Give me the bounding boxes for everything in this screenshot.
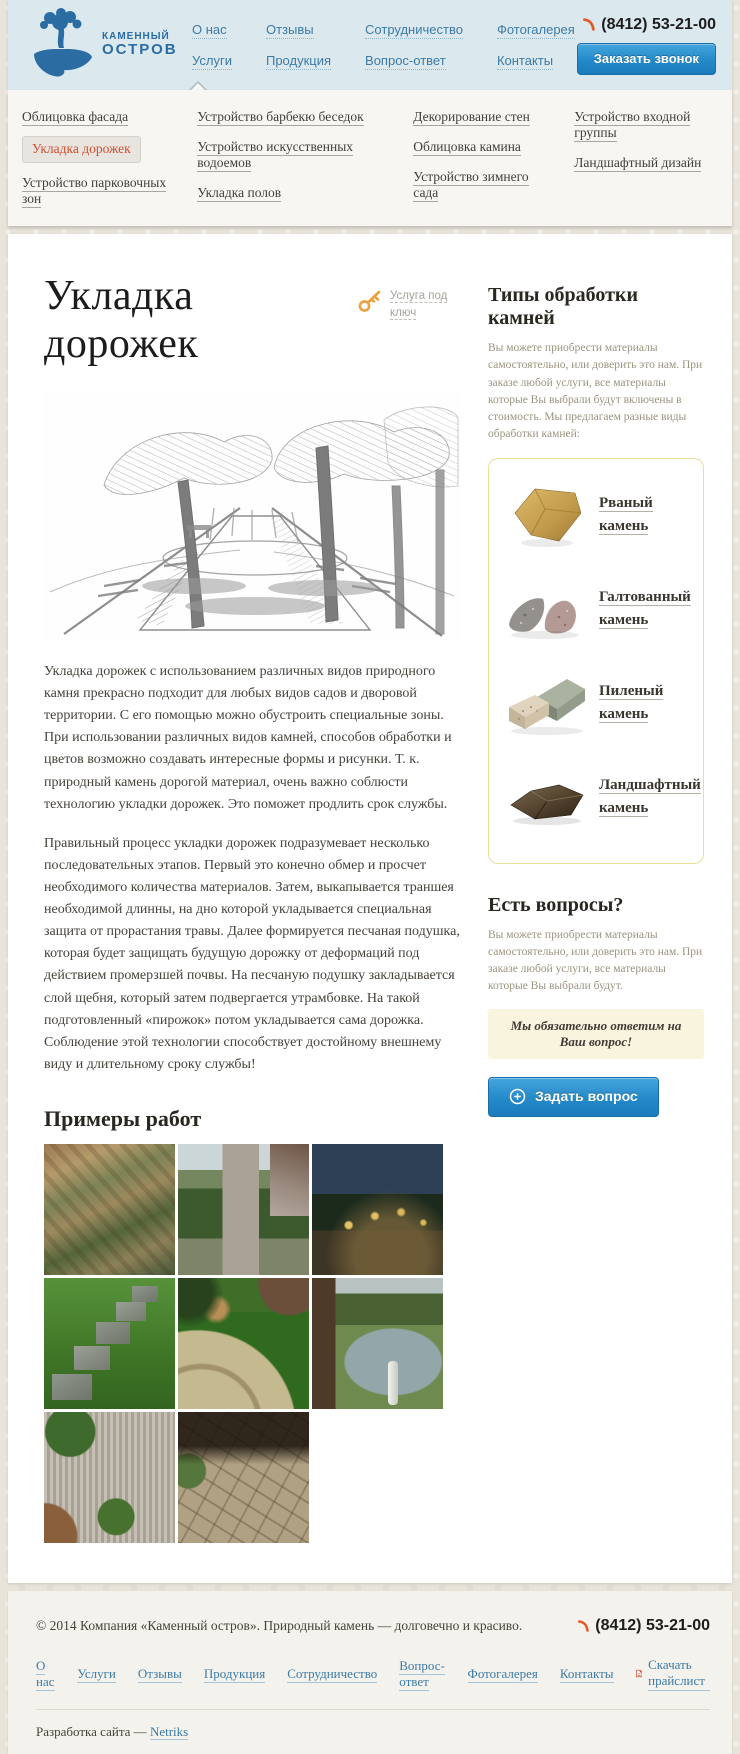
submenu-path-laying-active[interactable]: Укладка дорожек bbox=[22, 136, 141, 163]
gallery-photo-curved-path[interactable] bbox=[178, 1278, 309, 1409]
footer-nav-photogallery[interactable]: Фотогалерея bbox=[467, 1665, 538, 1681]
submenu-entrance-group[interactable]: Устройство входной группы bbox=[574, 109, 691, 140]
site-footer bbox=[8, 1591, 732, 1754]
logo-text bbox=[102, 32, 178, 58]
stones-title: Типы обработки камней bbox=[488, 284, 638, 329]
rvany-stone-image bbox=[501, 479, 593, 551]
sidebar bbox=[488, 272, 704, 1543]
nav-contacts[interactable]: Контакты bbox=[496, 53, 554, 68]
submenu-bbq-gazebos[interactable]: Устройство барбекю беседок bbox=[197, 109, 364, 124]
site-header bbox=[8, 0, 732, 90]
site-credit bbox=[36, 1709, 710, 1740]
page-title: Укладка дорожек bbox=[44, 273, 199, 367]
gallery-photo-garden-path[interactable] bbox=[178, 1144, 309, 1275]
submenu-ponds[interactable]: Устройство искусственных водоемов bbox=[197, 139, 354, 170]
stone-types-box bbox=[488, 458, 704, 864]
nav-about[interactable]: О нас bbox=[192, 22, 227, 37]
logo-line1: КАМЕННЫЙ bbox=[102, 30, 170, 42]
phone-icon bbox=[582, 18, 595, 31]
main-content bbox=[8, 234, 732, 1583]
landshaftny-stone-image bbox=[501, 761, 593, 833]
footer-nav-services[interactable]: Услуги bbox=[77, 1665, 116, 1681]
phone-icon bbox=[577, 1620, 589, 1632]
logo[interactable] bbox=[30, 8, 180, 82]
gallery-photo-night-lights[interactable] bbox=[312, 1144, 443, 1275]
gallery-photo-gravel-path[interactable] bbox=[44, 1412, 175, 1543]
submenu-parking-zones[interactable]: Устройство парковочных зон bbox=[22, 175, 167, 206]
header-right bbox=[577, 16, 716, 75]
nav-products[interactable]: Продукция bbox=[265, 53, 332, 68]
examples-title: Примеры работ bbox=[44, 1105, 202, 1131]
nav-services[interactable]: Услуги bbox=[192, 53, 232, 68]
footer-nav-faq[interactable]: Вопрос-ответ bbox=[399, 1657, 445, 1689]
footer-nav-cooperation[interactable]: Сотрудничество bbox=[287, 1665, 378, 1681]
logo-line2: ОСТРОВ bbox=[102, 41, 178, 59]
submenu-floor-laying[interactable]: Укладка полов bbox=[197, 185, 282, 200]
copyright-text: © 2014 Компания «Каменный остров». Природный камень — долговечно и красиво. bbox=[36, 1617, 523, 1633]
submenu-winter-garden[interactable]: Устройство зимнего сада bbox=[413, 169, 529, 200]
nav-cooperation[interactable]: Сотрудничество bbox=[365, 22, 463, 37]
galtovanny-stone-image bbox=[501, 573, 593, 645]
submenu-wall-decoration[interactable]: Декорирование стен bbox=[413, 109, 530, 124]
stone-item-landshaftny[interactable] bbox=[501, 761, 701, 833]
ask-question-button[interactable]: Задать вопрос bbox=[488, 1077, 659, 1117]
gallery-photo-pond[interactable] bbox=[312, 1278, 443, 1409]
questions-note: Мы обязательно ответим на Ваш вопрос! bbox=[488, 1009, 704, 1059]
gallery-photo-courtyard[interactable] bbox=[178, 1412, 309, 1543]
stone-item-galtovanny[interactable] bbox=[501, 573, 689, 645]
callback-button[interactable]: Заказать звонок bbox=[577, 43, 716, 75]
gallery-photo-stone-steps[interactable] bbox=[44, 1144, 175, 1275]
key-icon bbox=[357, 288, 383, 314]
credit-prefix: Разработка сайта — bbox=[36, 1723, 147, 1739]
turnkey-label: Услуга под ключ bbox=[390, 290, 448, 320]
services-submenu bbox=[8, 90, 732, 226]
article-paragraph-1: Укладка дорожек с использованием различных видов природного камня прекрасно подходит для любых видов садов и дворовой территории. С его помощью можно обустроить специальные зоны. При использовании различных видов камней, способов обработки и цветов возможно создавать интересные формы и рисунки. Т. к. природный камень дорогой материал, очень важно соблюсти технологию укладки дорожек. Это поможет продлить срок службы. bbox=[44, 664, 452, 812]
turnkey-badge[interactable] bbox=[357, 288, 460, 323]
stone-label: Ландшафтный камень bbox=[599, 777, 701, 816]
phone-number: (8412) 53-21-00 bbox=[601, 15, 716, 33]
footer-phone bbox=[577, 1617, 710, 1635]
header-phone bbox=[577, 16, 716, 34]
submenu-facade-cladding[interactable]: Облицовка фасада bbox=[22, 109, 129, 124]
questions-section bbox=[488, 894, 704, 1117]
stone-label: Галтованный камень bbox=[599, 589, 691, 628]
footer-nav-reviews[interactable]: Отзывы bbox=[137, 1665, 182, 1681]
stone-label: Пиленый камень bbox=[599, 683, 664, 722]
stone-label: Рваный камень bbox=[599, 495, 653, 534]
path-sketch-image bbox=[44, 390, 460, 640]
footer-nav bbox=[36, 1657, 710, 1691]
footer-nav-products[interactable]: Продукция bbox=[203, 1665, 266, 1681]
submenu-landscape-design[interactable]: Ландшафтный дизайн bbox=[574, 155, 702, 170]
questions-title: Есть вопросы? bbox=[488, 893, 624, 916]
nav-reviews[interactable]: Отзывы bbox=[265, 22, 314, 37]
main-nav bbox=[192, 22, 575, 68]
gallery-photo-stepping-stones[interactable] bbox=[44, 1278, 175, 1409]
netriks-link[interactable]: Netriks bbox=[149, 1723, 189, 1739]
footer-phone-number: (8412) 53-21-00 bbox=[595, 1616, 710, 1634]
download-pricelist-link[interactable]: Скачать прайслист bbox=[636, 1657, 710, 1691]
stone-item-rvany[interactable] bbox=[501, 479, 689, 551]
document-icon bbox=[636, 1667, 643, 1680]
pileny-stone-image bbox=[501, 667, 593, 739]
examples-gallery bbox=[44, 1144, 460, 1543]
footer-nav-contacts[interactable]: Контакты bbox=[559, 1665, 614, 1681]
stones-intro: Вы можете приобрести материалы самостоятельно, или доверить это нам. При заказе любой услуги, все материалы которые Вы выбрали будут включены в стоимость. Мы предлагаем разные виды обработки камней: bbox=[488, 342, 703, 441]
nav-photogallery[interactable]: Фотогалерея bbox=[496, 22, 575, 37]
stone-item-pileny[interactable] bbox=[501, 667, 689, 739]
questions-text: Вы можете приобрести материалы самостоятельно, или доверить это нам. При заказе любой услуги, все материалы которые Вы выбрали будут. bbox=[488, 928, 703, 993]
footer-nav-about[interactable]: О нас bbox=[36, 1657, 55, 1689]
submenu-fireplace-cladding[interactable]: Облицовка камина bbox=[413, 139, 521, 154]
nav-faq[interactable]: Вопрос-ответ bbox=[365, 53, 446, 68]
plus-circle-icon bbox=[509, 1088, 526, 1105]
stone-island-logo-icon bbox=[30, 8, 96, 82]
article-paragraph-2: Правильный процесс укладки дорожек подразумевает несколько последовательных этапов. Первый это конечно обмер и просчет необходимого количества материалов. Затем, выкапывается траншея необходимой длинны, на дно которой укладывается специальная защита от прорастания травы. Далее формируется песчаная подушка, которая будет защищать будущую дорожку от деформаций под действием промерзшей почвы. На песчаную подушку закладывается слой щебня, который затем подвергается утрамбовке. На такой подготовленный «пирожок» потом укладывается сама дорожка. Соблюдение этой технологии способствует достойному внешнему виду и длительному сроку службы! bbox=[44, 835, 460, 1072]
article-column bbox=[44, 272, 460, 1543]
